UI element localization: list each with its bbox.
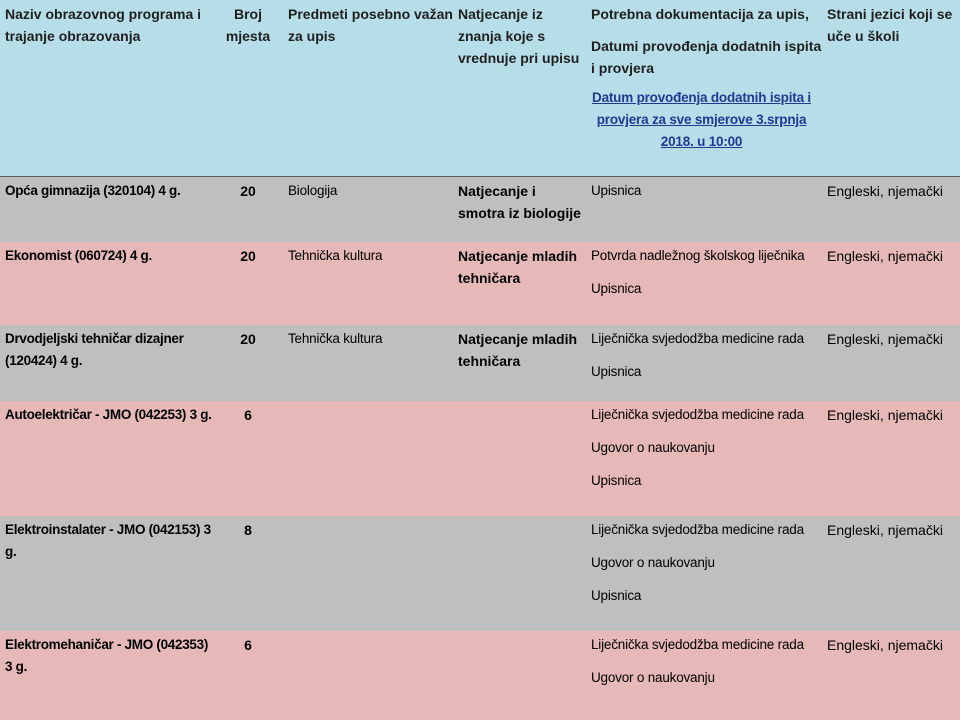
document-item: Upisnica xyxy=(591,588,642,603)
important-subject xyxy=(283,516,453,519)
header-places: Broj mjesta xyxy=(225,6,271,44)
competition xyxy=(453,631,586,634)
table-row xyxy=(0,631,960,720)
languages: Engleski, njemački xyxy=(827,183,943,199)
document-item: Liječnička svjedodžba medicine rada xyxy=(591,522,804,537)
languages: Engleski, njemački xyxy=(827,331,943,347)
document-item: Upisnica xyxy=(591,473,642,488)
header-documents xyxy=(586,0,822,153)
important-subject: Tehnička kultura xyxy=(288,248,383,263)
competition: Natjecanje i smotra iz biologije xyxy=(458,183,581,221)
table-row xyxy=(0,242,960,325)
header-docs-dates: Datumi provođenja dodatnih ispita i provjera xyxy=(591,38,822,76)
document-item: Upisnica xyxy=(591,364,642,379)
documents xyxy=(586,631,822,689)
document-item: Ugovor o naukovanju xyxy=(591,670,715,685)
documents xyxy=(586,177,822,202)
table-row xyxy=(0,516,960,631)
languages: Engleski, njemački xyxy=(827,248,943,264)
competition: Natjecanje mladih tehničara xyxy=(458,331,578,369)
competition: Natjecanje mladih tehničara xyxy=(458,248,578,286)
places-count: 6 xyxy=(244,637,252,653)
languages: Engleski, njemački xyxy=(827,637,943,653)
table-row xyxy=(0,177,960,242)
places-count: 20 xyxy=(240,183,256,199)
document-item: Liječnička svjedodžba medicine rada xyxy=(591,637,804,652)
important-subject: Biologija xyxy=(288,183,338,198)
places-count: 6 xyxy=(244,407,252,423)
table-row xyxy=(0,401,960,516)
document-item: Potvrda nadležnog školskog liječnika xyxy=(591,248,805,263)
documents xyxy=(586,325,822,383)
languages: Engleski, njemački xyxy=(827,407,943,423)
important-subject: Tehnička kultura xyxy=(288,331,383,346)
places-count: 20 xyxy=(240,248,256,264)
program-name: Drvodjeljski tehničar dizajner (120424) 4 g. xyxy=(5,331,184,368)
header-competition: Natjecanje iz znanja koje s vrednuje pri upisu xyxy=(458,6,580,66)
header-docs-title: Potrebna dokumentacija za upis, xyxy=(591,6,809,22)
places-count: 20 xyxy=(240,331,256,347)
header-subjects: Predmeti posebno važan za upis xyxy=(288,6,453,44)
header-program: Naziv obrazovnog programa i trajanje obrazovanja xyxy=(5,6,202,44)
program-name: Ekonomist (060724) 4 g. xyxy=(5,248,152,263)
header-languages: Strani jezici koji se uče u školi xyxy=(827,6,953,44)
program-name: Autoelektričar - JMO (042253) 3 g. xyxy=(5,407,212,422)
document-item: Ugovor o naukovanju xyxy=(591,440,715,455)
competition xyxy=(453,516,586,519)
table-header xyxy=(0,0,960,177)
documents xyxy=(586,401,822,492)
document-item: Upisnica xyxy=(591,183,642,198)
program-name: Elektroinstalater - JMO (042153) 3 g. xyxy=(5,522,211,559)
places-count: 8 xyxy=(244,522,252,538)
document-item: Liječnička svjedodžba medicine rada xyxy=(591,407,804,422)
documents xyxy=(586,242,822,300)
document-item: Liječnička svjedodžba medicine rada xyxy=(591,331,804,346)
documents xyxy=(586,516,822,607)
program-name: Elektromehaničar - JMO (042353) 3 g. xyxy=(5,637,209,674)
document-item: Ugovor o naukovanju xyxy=(591,555,715,570)
program-name: Opća gimnazija (320104) 4 g. xyxy=(5,183,181,198)
important-subject xyxy=(283,401,453,404)
important-subject xyxy=(283,631,453,634)
table-row xyxy=(0,325,960,401)
languages: Engleski, njemački xyxy=(827,522,943,538)
document-item: Upisnica xyxy=(591,281,642,296)
exam-date-link[interactable]: Datum provođenja dodatnih ispita i provjera za sve smjerove 3.srpnja 2018. u 10:00 xyxy=(592,90,811,149)
competition xyxy=(453,401,586,404)
